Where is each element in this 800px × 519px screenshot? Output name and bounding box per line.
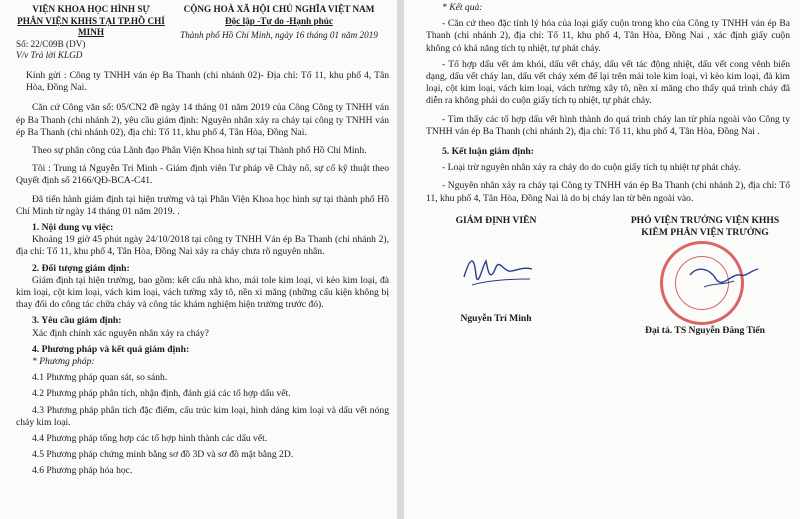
director-title-1: PHÓ VIỆN TRƯỞNG VIỆN KHHS [630,214,780,226]
conclusion-item: - Loại trừ nguyên nhân xảy ra cháy do do cuộn giấy tích tụ nhiệt tự phát cháy. [442,162,741,174]
doc-number: Số: 22/C09B (DV) [16,38,86,49]
signature-block [426,215,790,338]
paragraph-procedure: Đã tiến hành giám định tại hiện trường và tại Phân Viện Khoa học hình sự tại thành phố Hồ Chí Minh từ ngày 14 tháng 01 năm 2019. . [16,193,389,217]
result-item: - Căn cứ theo đặc tính lý hóa của loại giấy cuộn trong kho của Công ty TNHH ván ép Ba Thanh (chi nhánh 2), địa chỉ: Tổ 11, khu phố 4, Tân Hòa, Đồng Nai , xác định giấy cuộn không có khả năng tích tụ nhiệt, tự phát cháy. [426,18,790,54]
right-page [404,0,800,519]
issuer-block [16,4,166,62]
director-signature [620,215,790,338]
method-item: 4.6 Phương pháp hóa học. [32,465,133,477]
result-item: - Tổ hợp dấu vết ám khói, dấu vết cháy, dấu vết tác động nhiệt, dấu vết cong vênh biến dạng, dấu vết cháy lan, dấu vết cháy xém để lại trên mái tole kim loại, vì kèo kim loại, đà kim loại, cột kim loại, vách kim loại, vách tường xây tô, nền xi măng cho thấy quá trình cháy đã diễn ra không phải do cuộn giấy tích tụ nhiệt, tự phát cháy. [426,58,790,107]
recipient-line: Kính gửi : Công ty TNHH ván ép Ba Thanh (chi nhánh 02)- Địa chỉ: Tổ 11, khu phố 4, Tân Hòa, Đồng Nai. [26,69,389,94]
date-line: Thành phố Hồ Chí Minh, ngày 16 tháng 01 năm 2019 [180,30,378,41]
section-2-title: 2. Đối tượng giám định: [32,262,130,274]
document-header [16,4,389,62]
section-3-body: Xác định chính xác nguyên nhân xảy ra cháy? [32,327,209,339]
org-name: VIỆN KHOA HỌC HÌNH SỰ [32,4,150,14]
official-seal-icon [620,239,790,325]
section-2-body: Giám định tại hiện trường, bao gồm: kết cấu nhà kho, mái tole kim loại, vì kèo kim loại, đà kim loại, cột kim loại, vách kim loại, vách tường xây tô, nền xi măng (những cấu kiện không bị thay đổi do công tác chữa cháy và công tác khám nghiệm hiện trường trước đó). [16,274,389,311]
director-title-2: KIÊM PHÂN VIỆN TRƯỞNG [641,227,769,239]
paragraph-examiner: Tôi : Trung tá Nguyễn Trí Minh - Giám định viên Tư pháp về Cháy nổ, sự cố kỹ thuật theo Quyết định số 2166/QĐ-BCA-C41. [16,163,389,187]
director-name: Đại tá. TS Nguyễn Đăng Tiến [645,325,765,337]
org-branch: PHÂN VIỆN KHHS TẠI TP.HỒ CHÍ MINH [17,15,165,38]
handwritten-signature-icon [426,227,566,313]
national-heading [169,4,389,62]
paragraph-basis: Căn cứ Công văn số: 05/CN2 đề ngày 14 tháng 01 năm 2019 của Công Công ty TNHH ván ép Ba Thanh (chi nhánh 2), yêu cầu giám định: Nguyên nhân xảy ra cháy tại công ty TNHH ván ép Ba Thanh (chi nhánh 02), địa chỉ: Tổ 11, khu phố 4, Tân Hòa, Đồng Nai. [16,102,389,138]
method-item: 4.4 Phương pháp tổng hợp các tổ hợp hình thành các dấu vết. [32,433,268,445]
method-item: 4.3 Phương pháp phân tích đặc điểm, cấu trúc kim loại, hình dáng kim loại và dấu vết nóng chảy kim loại. [16,404,389,428]
examiner-name: Nguyễn Trí Minh [460,313,532,325]
national-motto: Độc lập -Tự do -Hạnh phúc [225,15,333,26]
doc-subject: V/v Trả lời KLGD [16,50,83,61]
method-item: 4.2 Phương pháp phân tích, nhận định, đánh giá các tổ hợp dấu vết. [32,388,291,400]
examiner-signature [426,215,566,338]
section-1-title: 1. Nội dung vụ việc: [32,222,114,233]
results-heading: * Kết quả: [442,2,483,13]
section-3-title: 3. Yêu cầu giám định: [32,315,122,327]
left-page [0,0,397,519]
country-name: CỘNG HOÀ XÃ HỘI CHỦ NGHĨA VIỆT NAM [183,4,375,14]
method-item: 4.1 Phương pháp quan sát, so sánh. [32,372,168,384]
section-1-body: Khoảng 19 giờ 45 phút ngày 24/10/2018 tại công ty TNHH Ván ép Ba Thanh (chi nhánh 2), địa chỉ: Tổ 11, khu phố 4, Tân Hòa, Đồng Nai xảy ra cháy chưa rõ nguyên nhân. [16,234,389,258]
method-item: 4.5 Phương pháp chứng minh bằng sơ đồ 3D và sơ đồ mặt bằng 2D. [32,449,294,461]
paragraph-assignment: Theo sự phân công của Lãnh đạo Phân Viện Khoa hình sự tại Thành phố Hồ Chí Minh. [32,144,367,156]
section-4-title: 4. Phương pháp và kết quả giám định: [32,343,190,355]
conclusion-item: - Nguyên nhân xảy ra cháy tại Công ty TNHH ván ép Ba Thanh (chi nhánh 2), địa chỉ: Tổ 11, khu phố 4, Tân Hòa, Đồng Nai là do bị cháy lan từ bên ngoài vào. [426,180,790,204]
result-item: - Tìm thấy các tổ hợp dấu vết hình thành do quá trình cháy lan từ phía ngoài vào Công ty TNHH ván ép Ba Thanh (chi nhánh 2), địa chỉ: Tổ 11, khu phố 4, Tân Hòa, Đồng Nai . [426,113,790,137]
section-5-title: 5. Kết luận giám định: [442,146,534,158]
examiner-title: GIÁM ĐỊNH VIÊN [455,214,537,226]
section-4-subtitle: * Phương pháp: [32,356,95,368]
